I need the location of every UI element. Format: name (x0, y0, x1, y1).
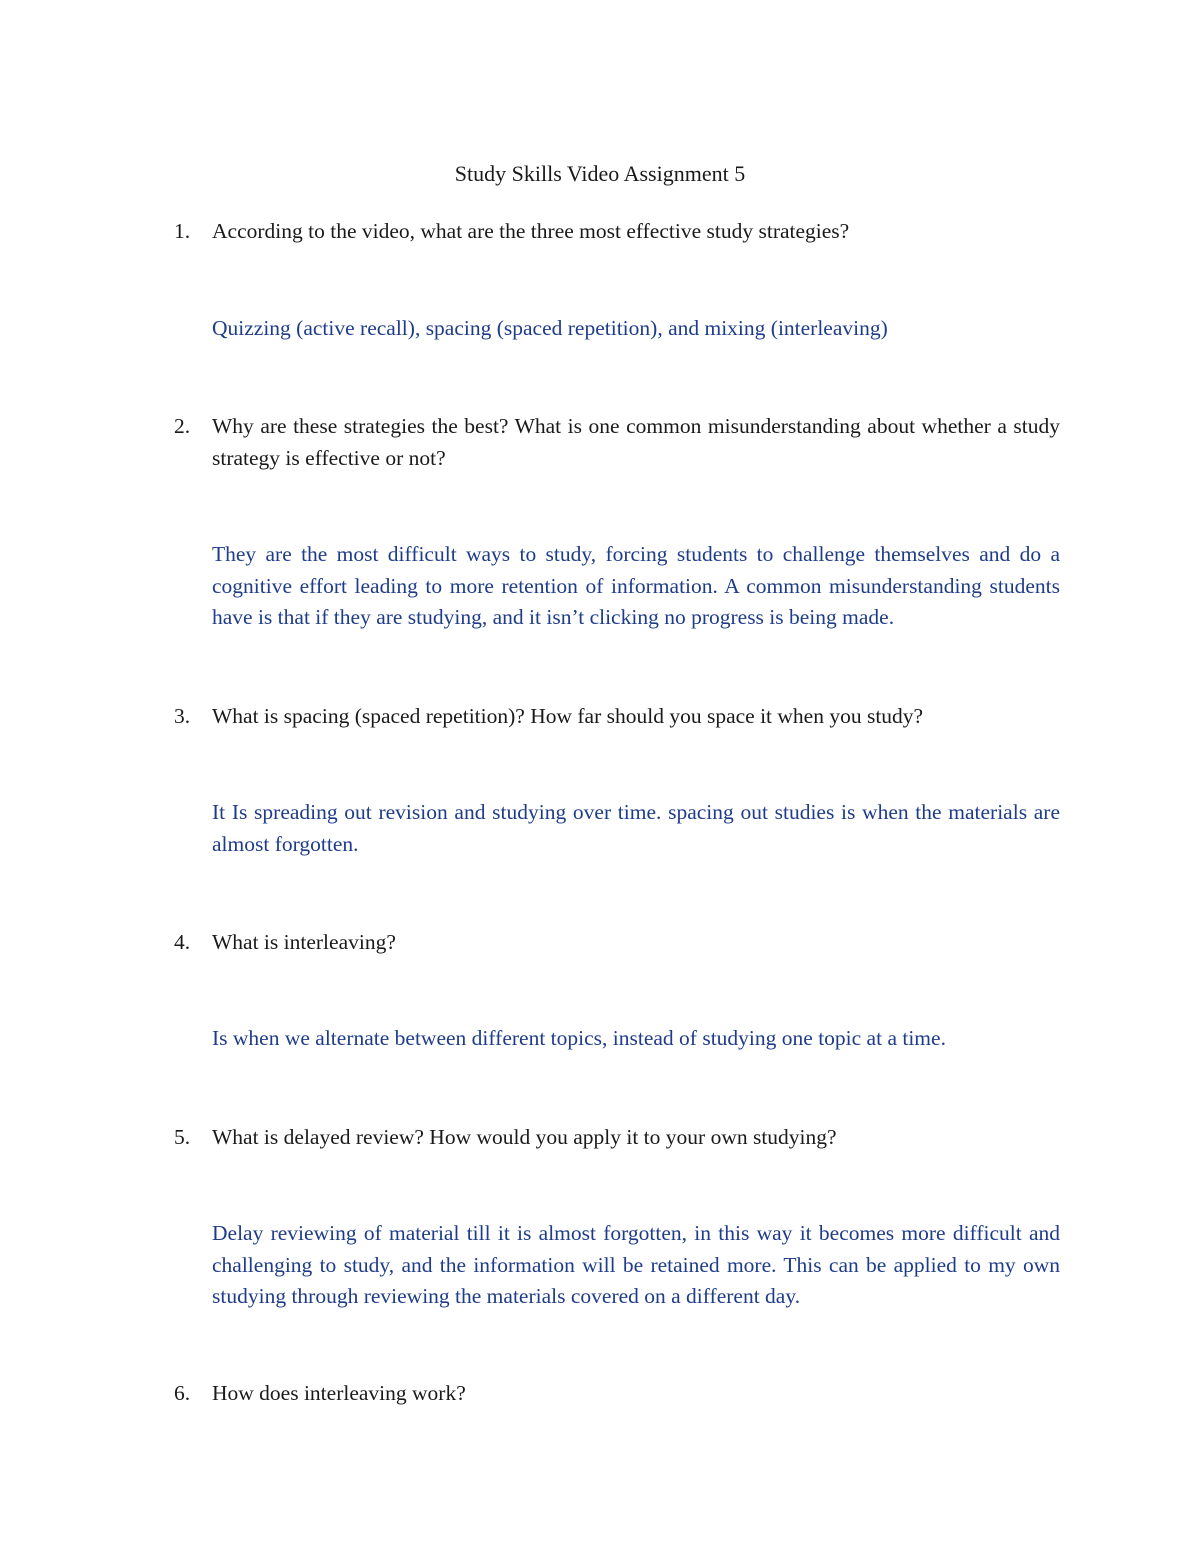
question-number: 4. (174, 930, 191, 954)
question-text: What is spacing (spaced repetition)? How far should you space it when you study? (212, 704, 924, 728)
answer-2: They are the most difficult ways to study, forcing students to challenge themselves and do a cognitive effort leading to more retention of information. A common misunderstanding students have is that if they are studying, and it isn’t clicking no progress is being made. (212, 542, 1060, 629)
question-text: How does interleaving work? (212, 1381, 466, 1405)
question-number: 5. (174, 1125, 191, 1149)
question-1 (174, 215, 1060, 247)
question-6 (174, 1377, 1060, 1409)
answer-4: Is when we alternate between different topics, instead of studying one topic at a time. (212, 1026, 946, 1050)
question-number: 3. (174, 704, 191, 728)
answer-3: It Is spreading out revision and studying over time. spacing out studies is when the materials are almost forgotten. (212, 800, 1060, 856)
question-text: What is delayed review? How would you apply it to your own studying? (212, 1125, 837, 1149)
document-title: Study Skills Video Assignment 5 (454, 161, 746, 186)
question-text: Why are these strategies the best? What is one common misunderstanding about whether a study strategy is effective or not? (212, 414, 1060, 470)
question-text: What is interleaving? (212, 930, 396, 954)
question-4 (174, 926, 1060, 958)
question-3 (174, 700, 1060, 732)
question-number: 1. (174, 219, 191, 243)
question-number: 6. (174, 1381, 191, 1405)
answer-5: Delay reviewing of material till it is almost forgotten, in this way it becomes more difficult and challenging to study, and the information will be retained more. This can be applied to my own studying through reviewing the materials covered on a different day. (212, 1221, 1060, 1308)
question-text: According to the video, what are the three most effective study strategies? (212, 219, 850, 243)
answer-1: Quizzing (active recall), spacing (spaced repetition), and mixing (interleaving) (212, 316, 888, 340)
question-number: 2. (174, 414, 191, 438)
question-5 (174, 1121, 1060, 1153)
question-2 (174, 410, 1060, 474)
